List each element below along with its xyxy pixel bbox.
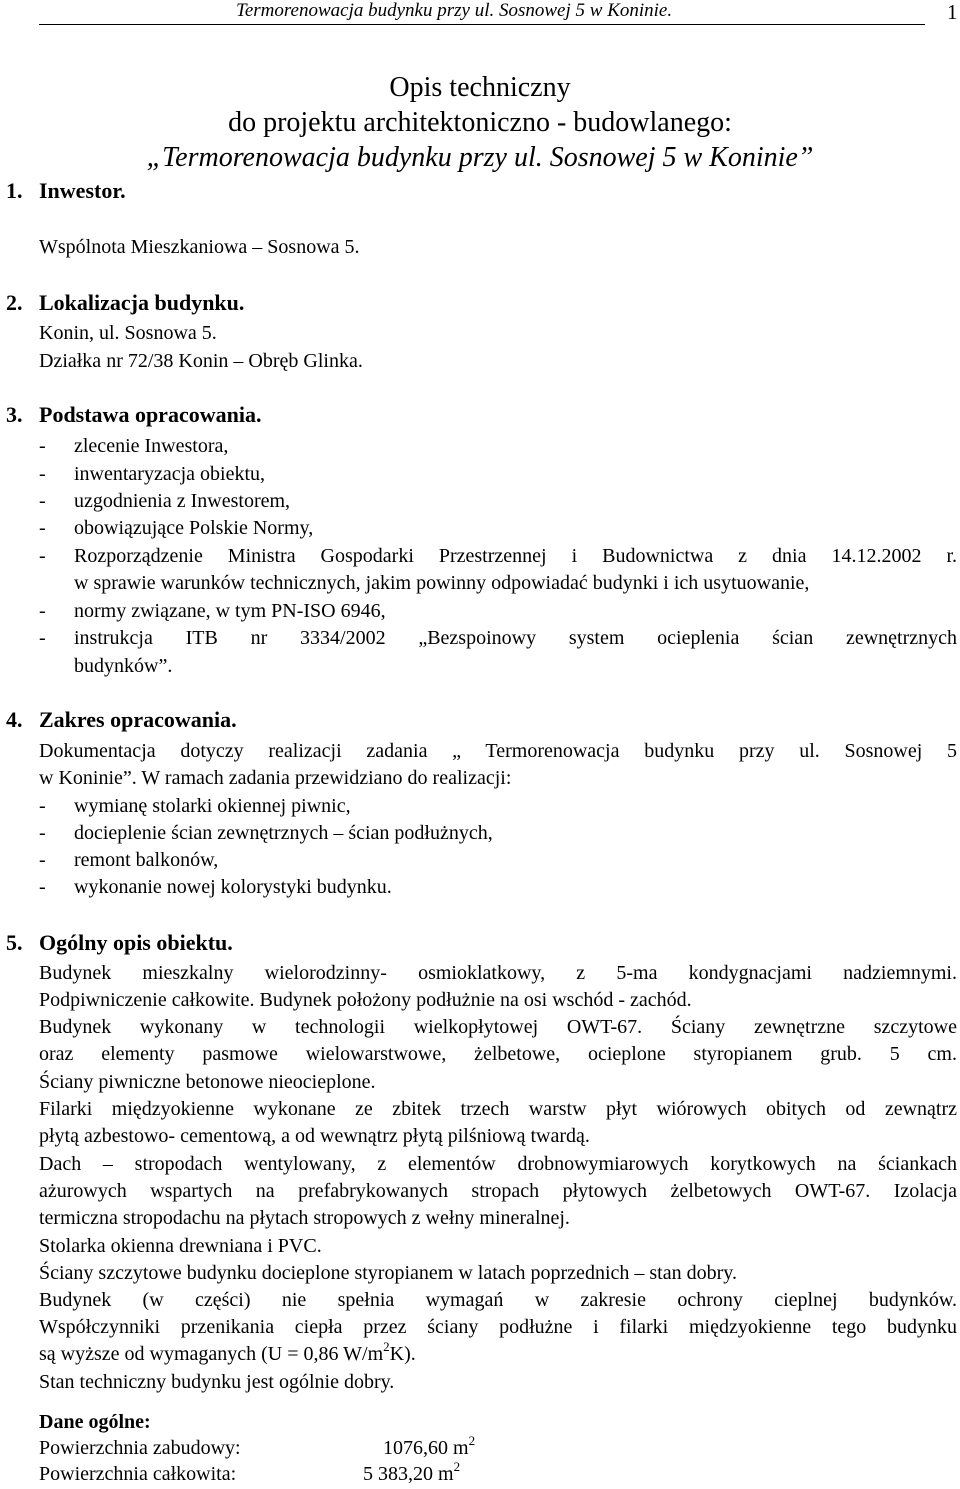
list-item: - zlecenie Inwestora, [39,435,229,457]
list-item: - wykonanie nowej kolorystyki budynku. [39,876,392,898]
section-title: Inwestor. [39,178,126,203]
paragraph-line: płytą azbestowo- cementową, a od wewnątrz płytą pilśniową twardą. [39,1125,590,1147]
paragraph-line: Stan techniczny budynku jest ogólnie dobry. [39,1371,395,1393]
list-item: - wymianę stolarki okiennej piwnic, [39,795,351,817]
document-title [0,70,960,175]
dane-value: 1076,60 $m^2$ [383,1433,476,1459]
section-2-line: Działka nr 72/38 Konin – Obręb Glinka. [39,350,363,372]
title-line-3: „Termorenowacja budynku przy ul. Sosnowej 5 w Koninie” [146,142,814,173]
section-title: Podstawa opracowania. [39,402,262,427]
paragraph-line-with-superscript: są wyższe od wymaganych (U = 0,86 $W/m^2K$). [39,1339,416,1365]
dane-ogolne-heading: Dane ogólne: [39,1411,151,1433]
list-item: - remont balkonów, [39,849,219,871]
paragraph-line: oraz elementy pasmowe wielowarstwowe, żelbetowe, ocieplone styropianem grub. 5 cm. [39,1043,957,1065]
dane-value: 5 383,20 $m^2$ [363,1459,461,1485]
paragraph-line: termiczna stropodachu na płytach stropowych z wełny mineralnej. [39,1207,570,1229]
paragraph-line: Współczynniki przenikania ciepła przez ściany podłużne i filarki międzyokienne tego budynku [39,1316,957,1338]
section-title: Ogólny opis obiektu. [39,930,233,955]
section-3-heading [6,402,261,428]
section-2-heading [6,290,244,316]
page-number: 1 [947,0,958,24]
section-number: 4. [6,707,23,732]
section-number: 2. [6,290,23,315]
section-title: Zakres opracowania. [39,707,237,732]
section-title: Lokalizacja budynku. [39,290,245,315]
section-1-line: Wspólnota Mieszkaniowa – Sosnowa 5. [39,236,360,258]
list-item: - instrukcja ITB nr 3334/2002 „Bezspoinowy system ocieplenia ścian zewnętrznych [39,627,957,649]
header-title: Termorenowacja budynku przy ul. Sosnowej 5 w Koninie. [236,0,673,21]
dane-label: Powierzchnia zabudowy: [39,1437,241,1459]
list-item: - inwentaryzacja obiektu, [39,463,266,485]
title-line-1: Opis techniczny [389,72,571,103]
superscript: 2 [383,1339,390,1354]
dane-label: Powierzchnia całkowita: [39,1463,237,1485]
title-line-2: do projektu architektoniczno - budowlanego: [228,107,732,138]
section-2-line: Konin, ul. Sosnowa 5. [39,322,217,344]
section-4-heading [6,707,237,733]
list-item: - docieplenie ścian zewnętrznych – ścian podłużnych, [39,822,493,844]
section-number: 3. [6,402,23,427]
paragraph-line: Filarki międzyokienne wykonane ze zbitek trzech warstw płyt wiórowych obitych od zewnątrz [39,1098,957,1120]
paragraph-line: ażurowych wspartych na prefabrykowanych stropach płytowych żelbetowych OWT-67. Izolacja [39,1180,957,1202]
paragraph-line: Stolarka okienna drewniana i PVC. [39,1235,322,1257]
paragraph-line: Dokumentacja dotyczy realizacji zadania „ Termorenowacja budynku przy ul. Sosnowej 5 [39,740,957,762]
section-number: 5. [6,930,23,955]
paragraph-line: Dach – stropodach wentylowany, z elementów drobnowymiarowych korytkowych na ściankach [39,1153,957,1175]
list-item: - uzgodnienia z Inwestorem, [39,490,291,512]
paragraph-line: Budynek (w części) nie spełnia wymagań w zakresie ochrony cieplnej budynków. [39,1289,957,1311]
list-item: - obowiązujące Polskie Normy, [39,517,314,539]
section-1-heading [6,178,126,204]
list-item-continuation: w sprawie warunków technicznych, jakim powinny odpowiadać budynki i ich usytuowanie, [74,572,810,594]
paragraph-line: Podpiwniczenie całkowite. Budynek położony podłużnie na osi wschód - zachód. [39,989,692,1011]
header-rule [39,24,925,25]
paragraph-line: Budynek mieszkalny wielorodzinny- osmioklatkowy, z 5-ma kondygnacjami nadziemnymi. [39,962,957,984]
paragraph-line: Budynek wykonany w technologii wielkopłytowej OWT-67. Ściany zewnętrzne szczytowe [39,1016,957,1038]
paragraph-line: Ściany piwniczne betonowe nieocieplone. [39,1071,376,1093]
section-number: 1. [6,178,23,203]
paragraph-line: w Koninie”. W ramach zadania przewidziano do realizacji: [39,767,512,789]
list-item-continuation: budynków”. [74,655,173,677]
list-item: - Rozporządzenie Ministra Gospodarki Przestrzennej i Budownictwa z dnia 14.12.2002 r. [39,545,957,567]
section-5-heading [6,930,233,956]
paragraph-line: Ściany szczytowe budynku docieplone styropianem w latach poprzednich – stan dobry. [39,1262,737,1284]
page-header [0,0,960,26]
list-item: - normy związane, w tym PN-ISO 6946, [39,600,386,622]
